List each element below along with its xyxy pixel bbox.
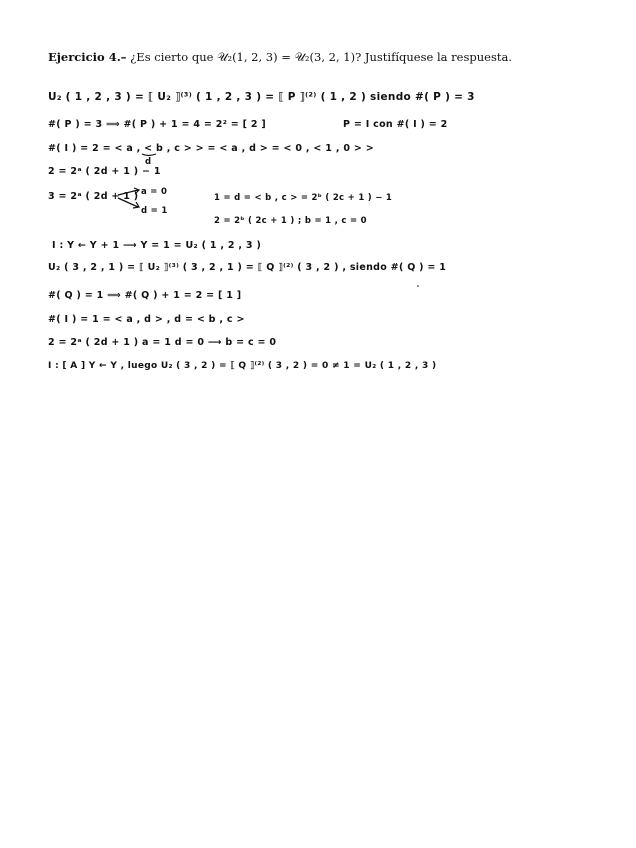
branch-arrow-up	[118, 190, 138, 195]
handwriting-line-6: I : Y ← Y + 1 ⟶ Y = 1 = U₂ ( 1 , 2 , 3 )	[52, 240, 262, 251]
handwriting-line-9: #( I ) = 1 = < a , d > , d = < b , c >	[48, 314, 245, 325]
handwriting-line-7: U₂ ( 3 , 2 , 1 ) = ⟦ U₂ ⟧⁽³⁾ ( 3 , 2 , 1 ) = ⟦ Q ⟧⁽²⁾ ( 3 , 2 ) , siendo #( Q ) = 1	[48, 262, 447, 273]
underbrace-mark	[142, 154, 156, 156]
handwriting-line-3: #( I ) = 2 = < a , < b , c > > = < a , d > = < 0 , < 1 , 0 > >	[48, 143, 374, 154]
handwriting-line-5: 3 = 2ᵃ ( 2d + 1 )	[48, 191, 139, 202]
handwriting-line-1: U₂ ( 1 , 2 , 3 ) = ⟦ U₂ ⟧⁽³⁾ ( 1 , 2 , 3 ) = ⟦ P ⟧⁽²⁾ ( 1 , 2 ) siendo #( P ) = 3	[48, 91, 475, 103]
handwriting-line-3-d: d	[145, 157, 152, 167]
handwriting-line-8: #( Q ) = 1 ⟹ #( Q ) + 1 = 2 = [ 1 ]	[48, 290, 242, 301]
exercise-question: ¿Es cierto que 𝒰₂(1, 2, 3) = 𝒰₂(3, 2, 1)? Justifíquese la respuesta.	[130, 50, 512, 64]
handwriting-line-5-right: 1 = d = < b , c > = 2ᵇ ( 2c + 1 ) − 1	[214, 193, 393, 203]
handwriting-line-2: #( P ) = 3 ⟹ #( P ) + 1 = 4 = 2² = [ 2 ]	[48, 119, 267, 130]
handwriting-line-5-right-2: 2 = 2ᵇ ( 2c + 1 ) ; b = 1 , c = 0	[214, 216, 367, 226]
handwriting-line-4: 2 = 2ᵃ ( 2d + 1 ) − 1	[48, 166, 161, 177]
handwriting-line-11: I : [ A ] Y ← Y , luego U₂ ( 3 , 2 ) = ⟦ Q ⟧⁽²⁾ ( 3 , 2 ) = 0 ≠ 1 = U₂ ( 1 , 2 , 3 )	[48, 361, 437, 371]
handwriting-branch-d: d = 1	[141, 206, 168, 216]
branch-arrow-down	[118, 198, 138, 207]
handwriting-line-10: 2 = 2ᵃ ( 2d + 1 ) a = 1 d = 0 ⟶ b = c = 0	[48, 337, 277, 348]
stray-dot	[417, 285, 419, 287]
exercise-label: Ejercicio 4.–	[48, 50, 127, 64]
handwriting-line-2-right: P = I con #( I ) = 2	[343, 119, 448, 130]
handwriting-branch-a: a = 0	[141, 187, 168, 197]
